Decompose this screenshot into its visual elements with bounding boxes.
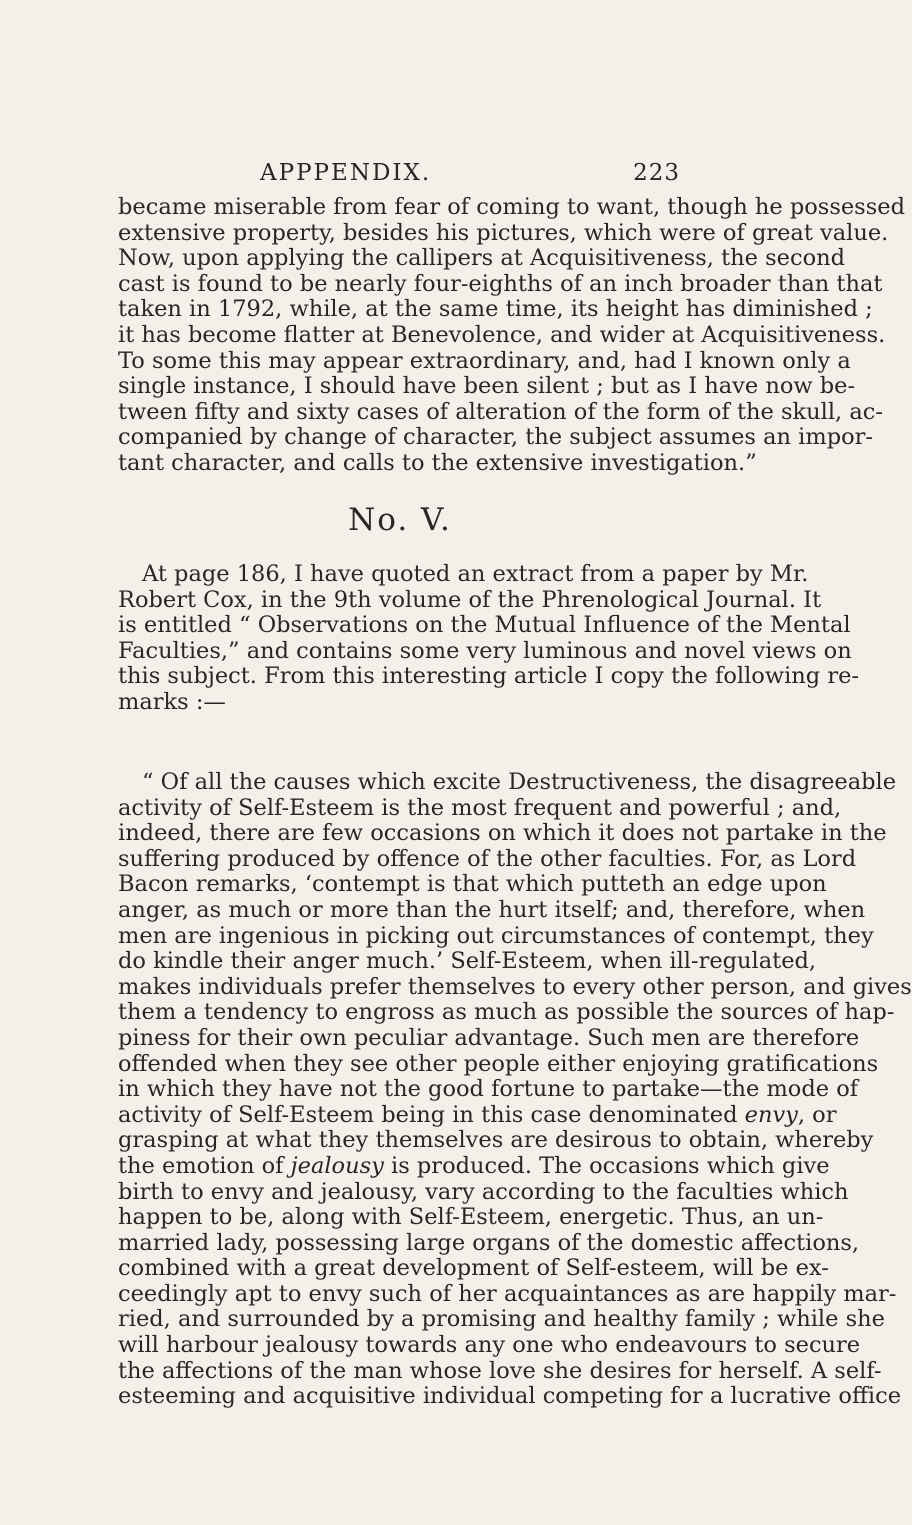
text-line: ried, and surrounded by a promising and healthy family ; while she: [118, 1306, 885, 1333]
text-line: combined with a great development of Self-esteem, will be ex-: [118, 1255, 829, 1282]
text-line: Now, upon applying the callipers at Acquisitiveness, the second: [118, 245, 846, 272]
page-number: 223: [633, 160, 680, 186]
text-line: will harbour jealousy towards any one who endeavours to secure: [118, 1332, 861, 1359]
text-line: the emotion of jealousy is produced. The occasions which give: [118, 1152, 830, 1179]
text-line: offended when they see other people either enjoying gratifications: [118, 1050, 879, 1077]
text-line: in which they have not the good fortune to partake—the mode of: [118, 1076, 859, 1103]
text-line: became miserable from fear of coming to want, though he possessed: [118, 194, 905, 220]
text-line: them a tendency to engross as much as possible the sources of hap-: [118, 999, 895, 1026]
text-line: To some this may appear extraordinary, and, had I known only a: [118, 347, 851, 374]
text-line: extensive property, besides his pictures, which were of great value.: [118, 219, 889, 246]
text-line: suffering produced by offence of the other faculties. For, as Lord: [118, 845, 857, 872]
paragraph-2: [118, 561, 859, 716]
text-line: At page 186, I have quoted an extract from a paper by Mr.: [142, 561, 809, 587]
running-head: [260, 160, 680, 194]
text-line: the affections of the man whose love she desires for herself. A self-: [118, 1357, 882, 1384]
text-line: anger, as much or more than the hurt itself; and, therefore, when: [118, 896, 866, 923]
text-line: single instance, I should have been silent ; but as I have now be-: [118, 373, 856, 400]
text-line: ceedingly apt to envy such of her acquaintances as are happily mar-: [118, 1280, 897, 1307]
running-title: APPPENDIX.: [260, 160, 432, 186]
text-line: esteeming and acquisitive individual competing for a lucrative office: [118, 1383, 902, 1410]
text-line: marks :—: [118, 688, 226, 715]
text-line: men are ingenious in picking out circumstances of contempt, they: [118, 922, 874, 949]
text-line: grasping at what they themselves are desirous to obtain, whereby: [118, 1127, 874, 1154]
text-line: taken in 1792, while, at the same time, its height has diminished ;: [118, 296, 873, 323]
text-line: it has become flatter at Benevolence, and wider at Acquisitiveness.: [118, 321, 886, 348]
section-heading: No. V.: [348, 502, 452, 538]
text-line: activity of Self-Esteem being in this case denominated envy, or: [118, 1101, 837, 1128]
text-line: birth to envy and jealousy, vary according to the faculties which: [118, 1178, 849, 1205]
text-line: piness for their own peculiar advantage. Such men are therefore: [118, 1024, 860, 1051]
text-line: Bacon remarks, ‘contempt is that which putteth an edge upon: [118, 871, 827, 898]
text-line: tant character, and calls to the extensive investigation.”: [118, 449, 757, 476]
text-line: indeed, there are few occasions on which it does not partake in the: [118, 820, 887, 847]
text-line: Faculties,” and contains some very luminous and novel views on: [118, 637, 852, 664]
text-line: cast is found to be nearly four-eighths of an inch broader than that: [118, 270, 883, 297]
text-line: do kindle their anger much.’ Self-Esteem, when ill-regulated,: [118, 948, 817, 975]
text-line: married lady, possessing large organs of the domestic affections,: [118, 1229, 860, 1256]
text-line: this subject. From this interesting article I copy the following re-: [118, 663, 859, 690]
text-line: is entitled “ Observations on the Mutual Influence of the Mental: [118, 612, 851, 639]
paragraph-3: [118, 769, 912, 1410]
text-line: “ Of all the causes which excite Destructiveness, the disagreeable: [142, 769, 897, 795]
text-line: happen to be, along with Self-Esteem, energetic. Thus, an un-: [118, 1204, 824, 1231]
text-line: activity of Self-Esteem is the most frequent and powerful ; and,: [118, 794, 842, 821]
paragraph-1: [118, 194, 905, 477]
text-line: tween fifty and sixty cases of alteration of the form of the skull, ac-: [118, 398, 883, 425]
text-line: Robert Cox, in the 9th volume of the Phrenological Journal. It: [118, 586, 822, 613]
text-line: companied by change of character, the subject assumes an impor-: [118, 424, 874, 451]
text-line: makes individuals prefer themselves to every other person, and gives: [118, 973, 912, 1000]
